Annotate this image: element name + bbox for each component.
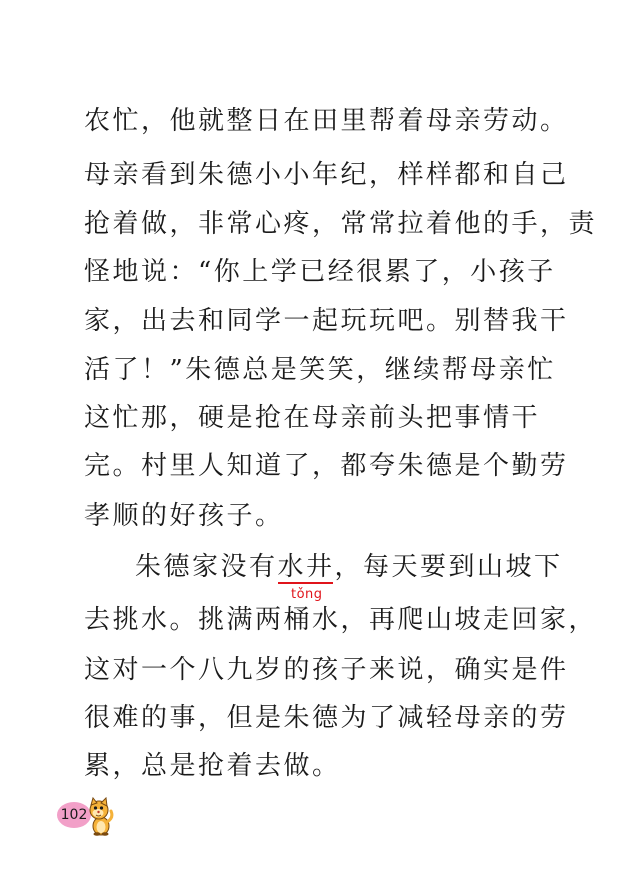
text-line: 农忙，他就整日在田里帮着母亲劳动。 xyxy=(84,106,569,136)
text-line: 母亲看到朱德小小年纪，样样都和自己 xyxy=(84,160,569,190)
text-line: 这对一个八九岁的孩子来说，确实是件 xyxy=(84,655,569,685)
page-number: 102 xyxy=(57,802,91,828)
pinyin-annotation: tǒng xyxy=(291,587,323,602)
paragraph-2-first-line xyxy=(135,547,595,587)
text-line: 抢着做，非常心疼，常常拉着他的手，责 xyxy=(84,209,598,239)
text-segment: 朱德家没有 xyxy=(135,552,278,582)
page-number-badge xyxy=(57,796,115,836)
text-line: 这忙那，硬是抢在母亲前头把事情干 xyxy=(84,403,541,433)
text-line: 怪地说：“你上学已经很累了，小孩子 xyxy=(84,257,556,287)
vocabulary-word-text: 水井 xyxy=(277,552,335,582)
text-line: 很难的事，但是朱德为了减轻母亲的劳 xyxy=(84,703,569,733)
text-segment: ，每天要到山坡下 xyxy=(334,552,563,582)
cartoon-cat-mascot-icon xyxy=(83,796,115,836)
text-line: 活了！”朱德总是笑笑，继续帮母亲忙 xyxy=(84,355,556,385)
text-line: 去挑水。挑满两桶水，再爬山坡走回家， xyxy=(84,605,598,635)
vocabulary-word xyxy=(278,547,335,587)
vocabulary-underline xyxy=(278,582,333,584)
text-line: 完。村里人知道了，都夸朱德是个勤劳 xyxy=(84,451,569,481)
text-line: 家，出去和同学一起玩玩吧。别替我干 xyxy=(84,306,569,336)
text-line: 孝顺的好孩子。 xyxy=(84,501,284,531)
text-line: 累，总是抢着去做。 xyxy=(84,751,341,781)
